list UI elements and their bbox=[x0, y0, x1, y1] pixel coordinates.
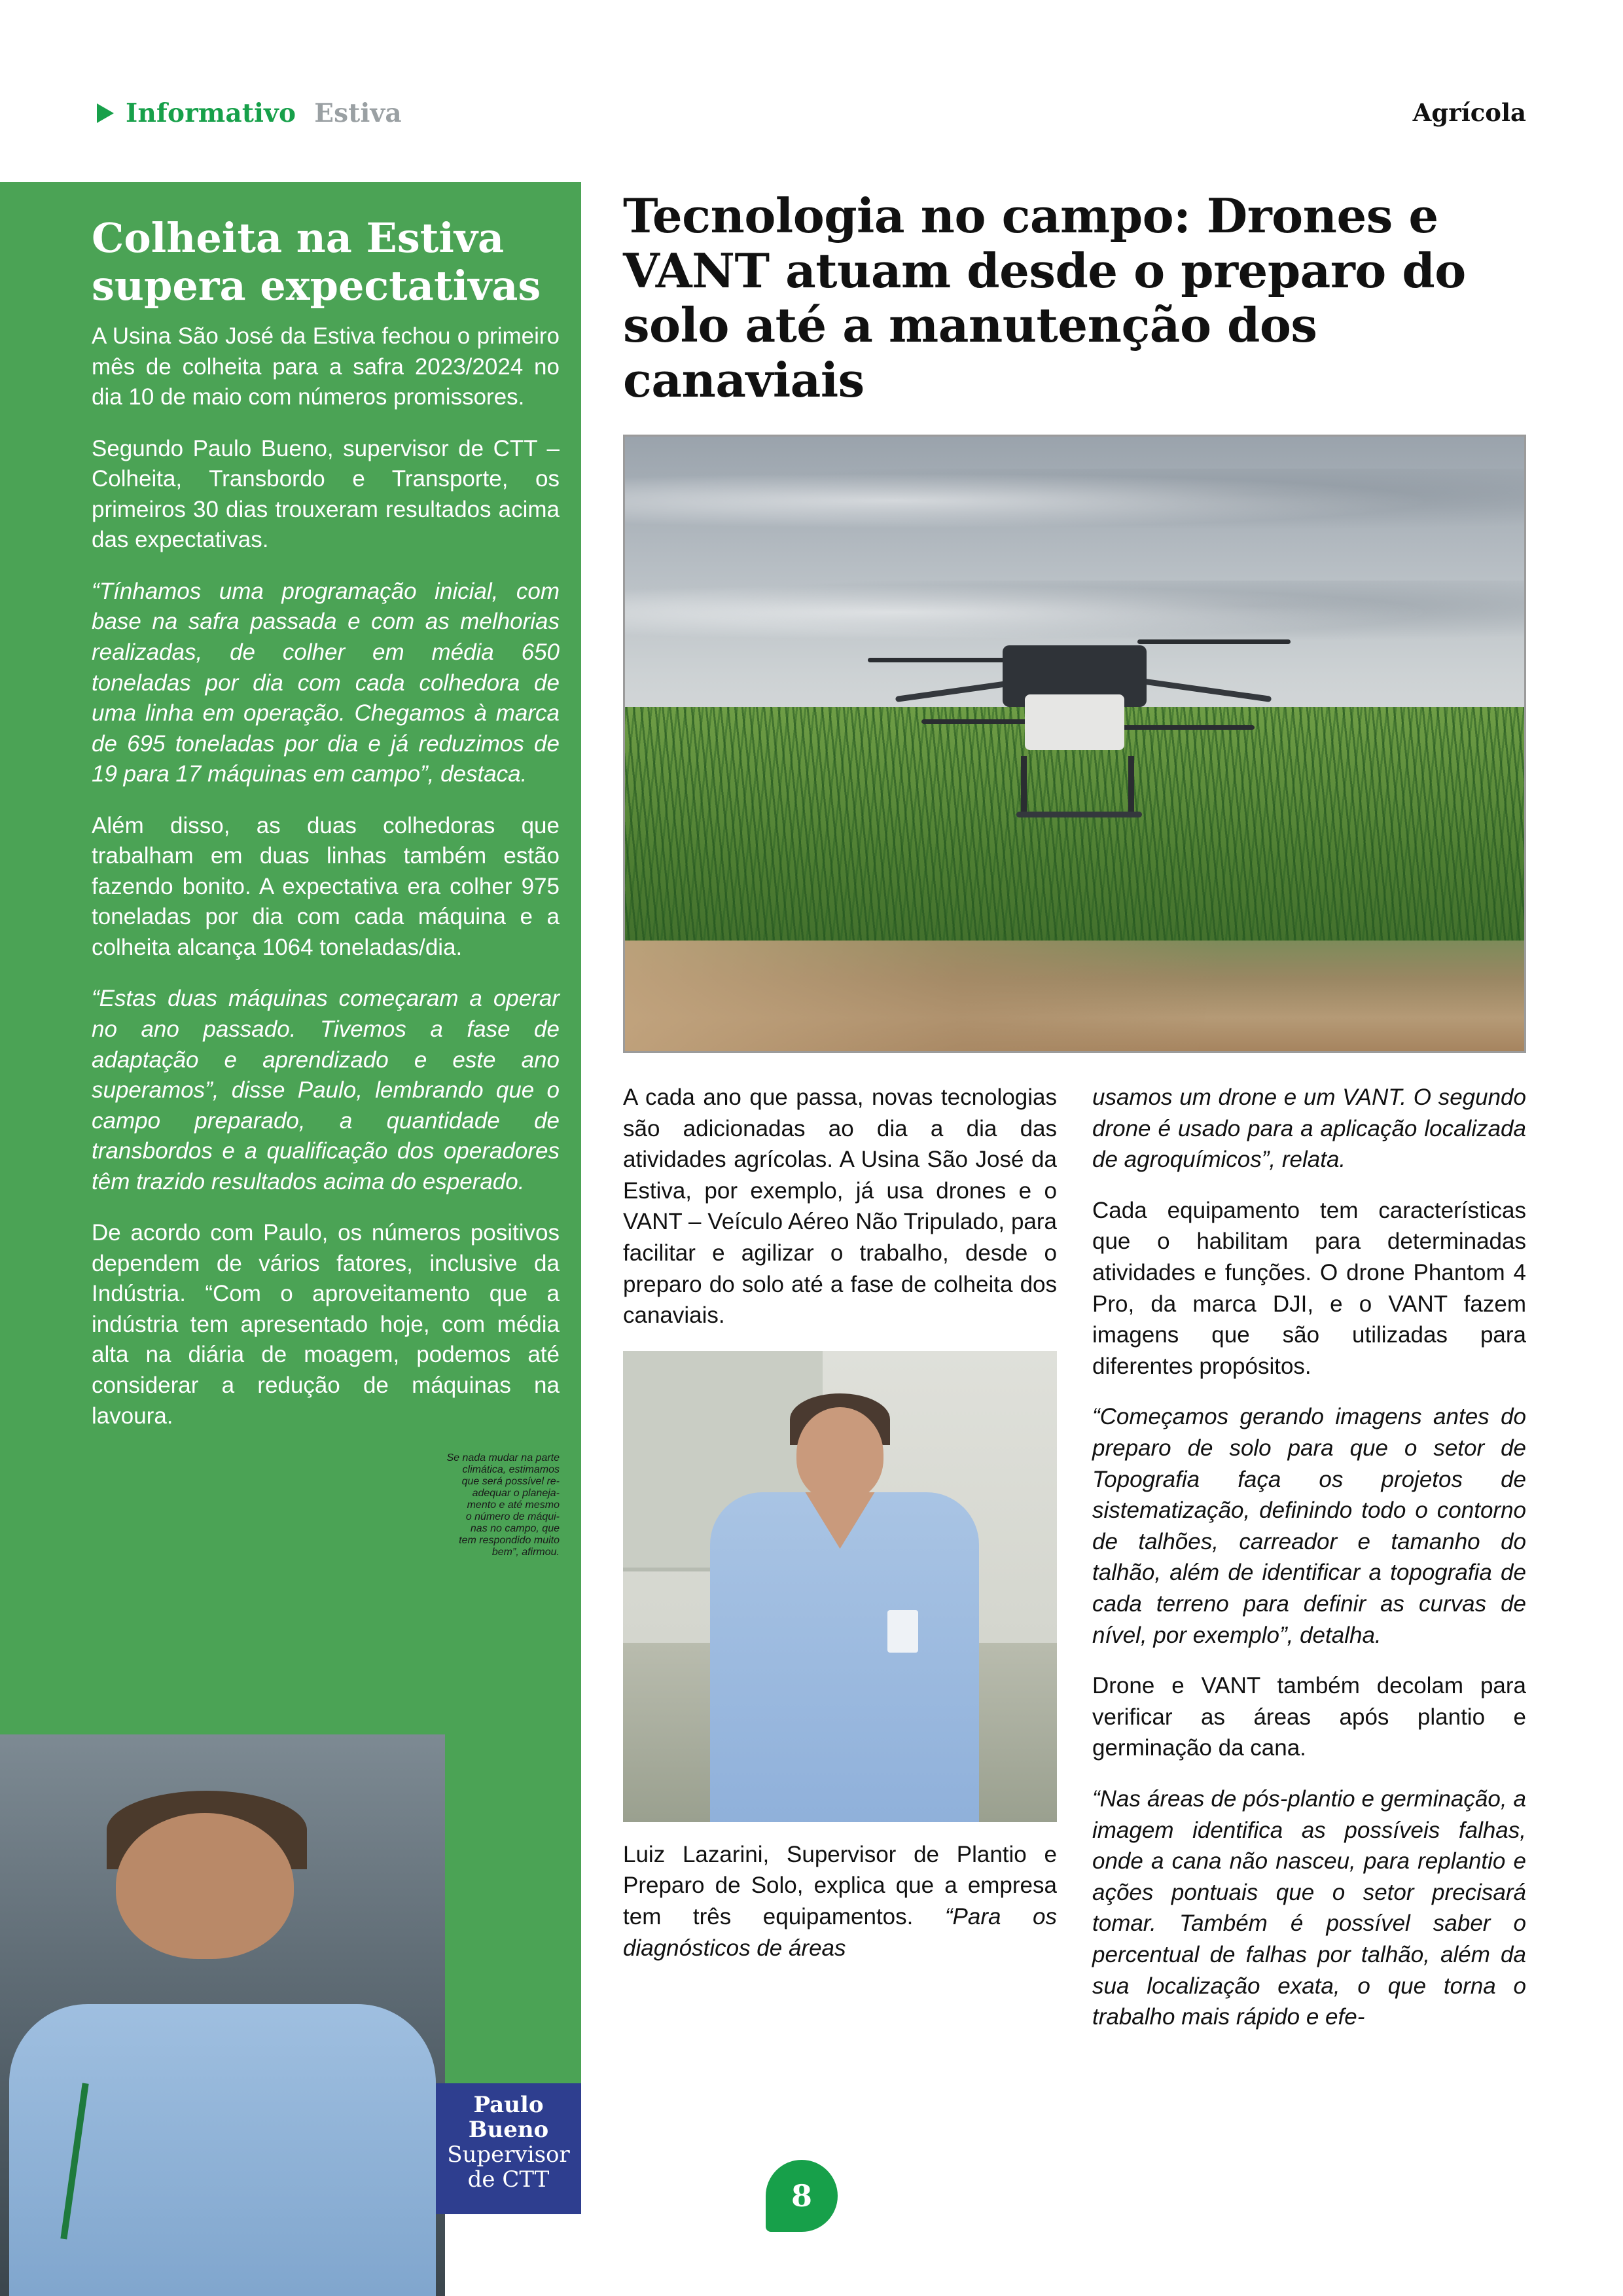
article-paragraph-quote: “Nas áreas de pós-plantio e germinação, a imagem identifica as possíveis falhas, onde a cana não nasceu, para replantio e ações pontuais que o setor precisará tomar. Também é possível saber o percentual de falhas por talhão, além da sua localização exata, o que torna o trabalho mais rápido e efe- bbox=[1092, 1785, 1526, 2030]
drone-propeller bbox=[1120, 725, 1255, 730]
drone-propeller bbox=[868, 658, 1021, 662]
sidebar-paragraph-quote: “Tínhamos uma programação inicial, com base na safra passada e com as melhorias realizadas, de colher em média 650 toneladas por dia com cada colhedora de uma linha em operação. Chegamos à marca de 695 toneladas por dia e já reduzimos de 19 para 17 máquinas em campo”, destaca. bbox=[92, 578, 560, 787]
article-columns bbox=[623, 1082, 1526, 2053]
sidebar-tapered-line: adequar o planeja- bbox=[472, 1488, 560, 1499]
sidebar-article-title: Colheita na Estiva supera expectativas bbox=[92, 214, 541, 310]
sidebar-paragraph-quote: “Estas duas máquinas começaram a operar no ano passado. Tivemos a fase de adaptação e aprendizado e este ano superamos”, disse Paulo, lembrando que o campo preparado, a quantidade de transbordos e a qualificação dos operadores têm trazido resultados acima do esperado. bbox=[92, 986, 560, 1194]
caption-role-line2: de CTT bbox=[467, 2166, 550, 2193]
article-title: Tecnologia no campo: Drones e VANT atuam desde o preparo do solo até a manutenção dos canaviais bbox=[623, 188, 1466, 408]
photo-shirt-logo bbox=[887, 1610, 918, 1653]
sidebar-paragraph: De acordo com Paulo, os números positivos dependem de vários fatores, inclusive da Indústria. “Com o aproveitamento que a indústria tem apresentado hoje, com média alta na diária de moagem, podemos até considerar a redução de máquinas na lavoura. bbox=[92, 1220, 560, 1429]
page-header bbox=[0, 0, 1623, 164]
sidebar-paragraph: Segundo Paulo Bueno, supervisor de CTT – Colheita, Transbordo e Transporte, os primeiros 30 dias trouxeram resultados acima das expectativas. bbox=[92, 435, 560, 553]
drone-propeller bbox=[1137, 639, 1291, 644]
photo-dirt-road bbox=[625, 941, 1524, 1051]
sidebar-paragraph: Além disso, as duas colhedoras que trabalham em duas linhas também estão fazendo bonito. A expectativa era colher 975 toneladas por dia com cada máquina e a colheita alcança 1064 toneladas/dia. bbox=[92, 812, 560, 960]
drone-skid bbox=[1016, 812, 1142, 817]
sidebar-tapered-line: nas no campo, que bbox=[470, 1523, 560, 1535]
article-paragraph-text: Luiz Lazarini, Supervisor de Plantio e Preparo de Solo, explica que a empresa tem três equipamentos. bbox=[623, 1841, 1057, 1929]
sidebar-article-body bbox=[92, 215, 560, 1558]
sidebar-tapered-line: tem respondido muito bbox=[459, 1535, 560, 1547]
sidebar-tapered-line: que será possível re- bbox=[461, 1476, 560, 1488]
masthead-brand: Informativo bbox=[126, 98, 296, 128]
article-column-right bbox=[1092, 1082, 1526, 2053]
caption-role-line1: Supervisor bbox=[447, 2142, 570, 2168]
photo-face bbox=[116, 1813, 294, 1959]
hero-photo-drone bbox=[623, 435, 1526, 1053]
article-column-left bbox=[623, 1082, 1057, 2053]
caption-name-line2: Bueno bbox=[468, 2117, 549, 2144]
sidebar-tapered-line: climática, estimamos bbox=[462, 1464, 560, 1476]
drone-tank bbox=[1025, 694, 1124, 750]
article-paragraph bbox=[623, 1839, 1057, 1964]
sidebar-tapered-line: mento e até mesmo bbox=[467, 1499, 560, 1511]
caption-name-line1: Paulo bbox=[473, 2092, 544, 2118]
article-paragraph: Drone e VANT também decolam para verificar as áreas após plantio e germinação da cana. bbox=[1092, 1673, 1526, 1761]
paulo-bueno-photo bbox=[0, 1734, 445, 2296]
masthead bbox=[97, 98, 402, 128]
main-article bbox=[623, 188, 1526, 2053]
section-label: Agrícola bbox=[1412, 98, 1526, 127]
sidebar-tapered-line: o número de máqui- bbox=[465, 1511, 560, 1523]
drone-leg bbox=[1021, 756, 1027, 817]
photo-shirt bbox=[710, 1492, 979, 1822]
sidebar-tapered-quote bbox=[92, 1452, 560, 1558]
page-number-badge: 8 bbox=[766, 2160, 838, 2232]
photo-face bbox=[796, 1407, 883, 1501]
photo-clouds bbox=[625, 469, 1524, 533]
article-paragraph-quote: “Para os diagnósticos de áreas bbox=[623, 1904, 1057, 1961]
article-paragraph-quote: “Começamos gerando imagens antes do preparo de solo para que o setor de Topografia faça os projetos de sistematização, definindo todo o contorno de talhões, carreador e tamanho do talhão, além de identificar a topografia de cada terreno para definir as curvas de nível, por exemplo”, detalha. bbox=[1092, 1404, 1526, 1648]
luiz-lazarini-photo bbox=[623, 1351, 1057, 1822]
sidebar-tapered-line: bem”, afirmou. bbox=[491, 1547, 560, 1558]
sidebar-paragraph: A Usina São José da Estiva fechou o primeiro mês de colheita para a safra 2023/2024 no dia 10 de maio com números promissores. bbox=[92, 323, 560, 410]
article-paragraph-quote: usamos um drone e um VANT. O segundo drone é usado para a aplicação localizada de agroquímicos”, relata. bbox=[1092, 1085, 1526, 1173]
play-triangle-icon bbox=[97, 103, 114, 123]
article-paragraph: Cada equipamento tem características que o habilitam para determinadas atividades e funções. O drone Phantom 4 Pro, da marca DJI, e o VANT fazem imagens que são utilizadas para diferentes propósitos. bbox=[1092, 1197, 1526, 1379]
article-paragraph: A cada ano que passa, novas tecnologias são adicionadas ao dia a dia das atividades agrícolas. A Usina São José da Estiva, por exemplo, já usa drones e o VANT – Veículo Aéreo Não Tripulado, para facilitar e agilizar o trabalho, desde o preparo do solo até a fase de colheita dos canaviais. bbox=[623, 1085, 1057, 1329]
drone-leg bbox=[1128, 756, 1134, 817]
masthead-brand-sub: Estiva bbox=[314, 98, 402, 128]
sidebar-tapered-line: Se nada mudar na parte bbox=[446, 1452, 560, 1464]
photo-clouds bbox=[625, 581, 1524, 645]
photo-caption-box bbox=[436, 2083, 581, 2214]
